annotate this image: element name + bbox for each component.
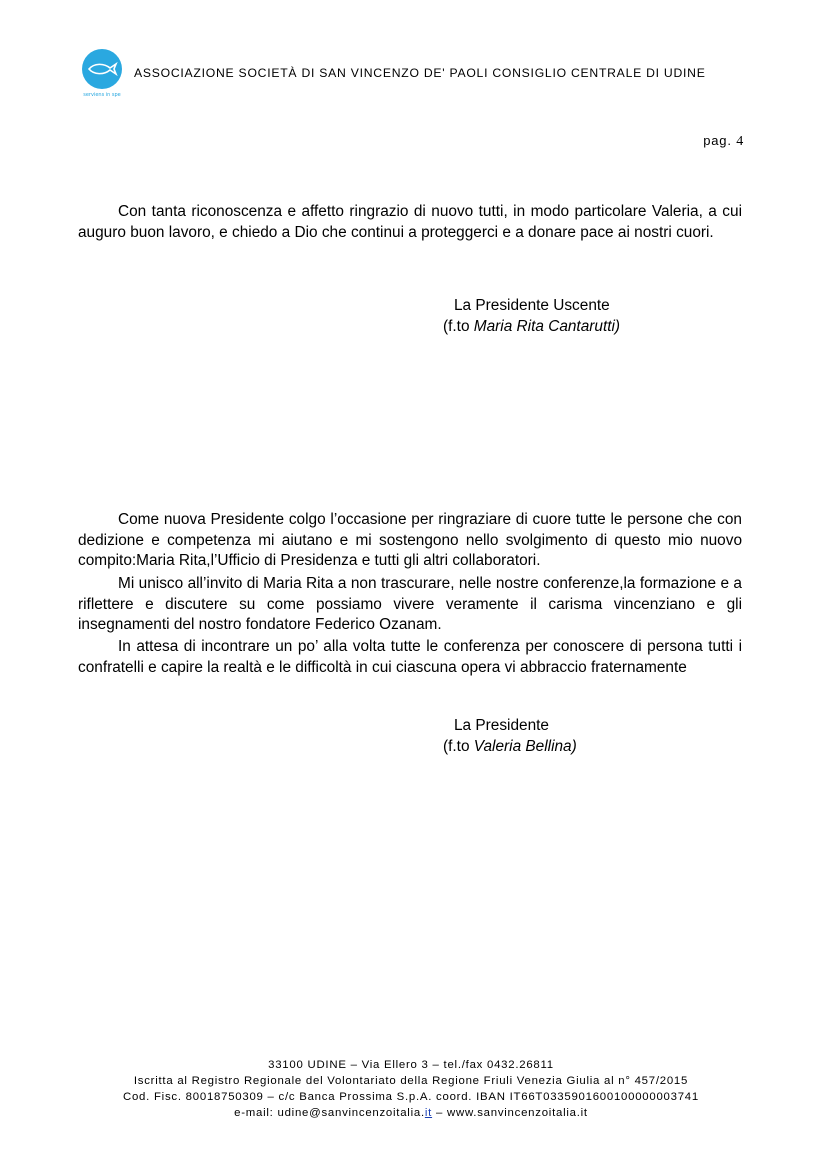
signature-line — [443, 737, 577, 758]
letter1-paragraph: Con tanta riconoscenza e affetto ringrazio di nuovo tutti, in modo particolare Valeria, a cui auguro buon lavoro, e chiedo a Dio che continui a proteggerci e a donare pace ai nostri cuori. — [78, 203, 742, 241]
signature-name: Maria Rita Cantarutti) — [473, 317, 621, 335]
page-number — [703, 133, 744, 150]
footer-address: 33100 UDINE – Via Ellero 3 – tel./fax 0432.26811 — [268, 1059, 554, 1071]
footer-separator: – — [432, 1107, 447, 1119]
association-logo — [80, 48, 124, 98]
signature-line — [443, 317, 620, 338]
page-label: pag. — [703, 133, 732, 148]
letter2-signature — [443, 716, 577, 757]
footer-fiscal: Cod. Fisc. 80018750309 – c/c Banca Prossima S.p.A. coord. IBAN IT66T0335901600100000003741 — [123, 1091, 699, 1103]
email-link[interactable]: it — [424, 1107, 433, 1119]
letter2-paragraph-1: Come nuova Presidente colgo l’occasione per ringraziare di cuore tutte le persone che con dedizione e competenza mi aiutano e mi sostengono nello svolgimento di questo mio nuovo compito:Maria Rita,l’Ufficio di Presidenza e tutti gli altri collaboratori. — [78, 511, 742, 569]
signature-role: La Presidente Uscente — [454, 297, 610, 314]
fish-logo-icon — [80, 48, 124, 98]
email-address[interactable]: udine@sanvincenzoitalia. — [277, 1107, 425, 1119]
letterhead — [80, 48, 760, 98]
logo-tagline: serviens in spe — [83, 92, 121, 98]
signature-prefix: (f.to — [443, 317, 474, 335]
letter1-signature — [443, 296, 620, 337]
page-number-value: 4 — [736, 134, 744, 149]
letter2-paragraph-2: Mi unisco all’invito di Maria Rita a non trascurare, nelle nostre conferenze,la formazione e a riflettere e discutere su come possiamo vivere veramente il carisma vincenziano e gli insegnamenti del nostro fondatore Federico Ozanam. — [78, 575, 742, 633]
signature-role: La Presidente — [454, 717, 549, 734]
footer-registry: Iscritta al Registro Regionale del Volontariato della Regione Friuli Venezia Giulia al n° 457/2015 — [133, 1075, 689, 1087]
footer-contacts — [0, 1105, 822, 1121]
page-footer — [0, 1057, 822, 1121]
signature-name: Valeria Bellina) — [473, 737, 577, 755]
association-name: ASSOCIAZIONE SOCIETÀ DI SAN VINCENZO DE' PAOLI CONSIGLIO CENTRALE DI UDINE — [134, 66, 706, 80]
signature-prefix: (f.to — [443, 737, 474, 755]
email-label: e-mail: — [234, 1107, 278, 1119]
website[interactable]: www.sanvincenzoitalia.it — [447, 1107, 588, 1119]
letter2-paragraph-3: In attesa di incontrare un po’ alla volta tutte le conferenza per conoscere di persona tutti i confratelli e capire la realtà e le difficoltà in cui ciascuna opera vi abbraccio fraternamente — [78, 638, 742, 676]
